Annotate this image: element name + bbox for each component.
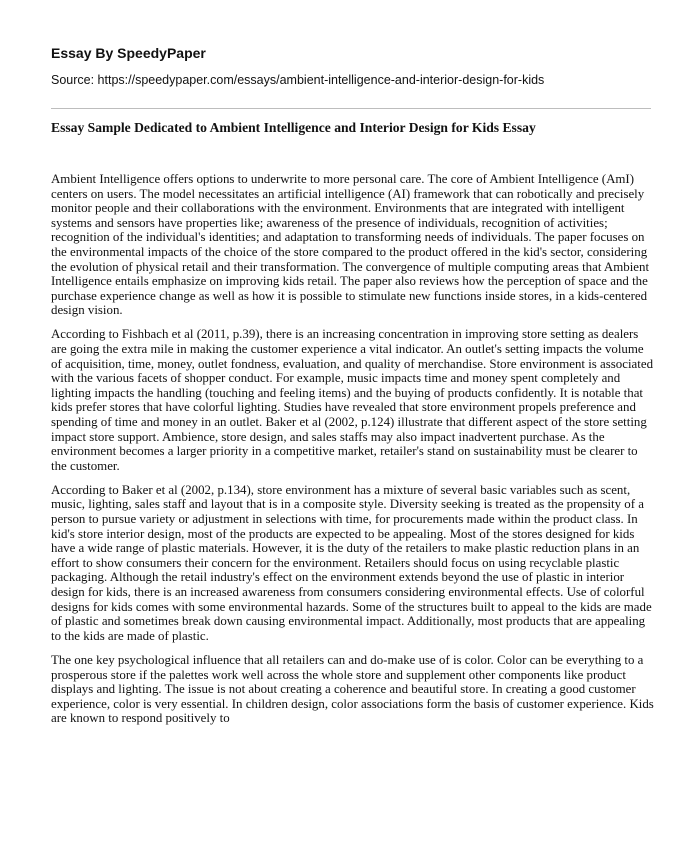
brand-heading: Essay By SpeedyPaper [51,45,206,61]
paragraph: According to Fishbach et al (2011, p.39), there is an increasing concentration in improving store setting as dealers are going the extra mile in making the customer experience a vital indicator. An outlet's setting impacts the volume of acquisition, time, money, outlet fondness, evaluation, and quality of merchandise. Store environment is associated with the various facets of shopper conduct. For example, music impacts time and money spent completely and lighting impacts the handling (touching and feeling items) and the buying of products confidently. It is notable that kids prefer stores that have colorful lighting. Studies have revealed that store environment propels preference and spending of time and money in an outlet. Baker et al (2002, p.124) illustrate that different aspect of the store setting impact store support. Ambience, store design, and sales staffs may also impact inadvertent purchase. As the environment becomes a larger priority in a competitive market, retailer's stand on sustainability must be clearer to the customer. [51,327,654,473]
essay-body [51,172,656,735]
divider [51,108,651,109]
source-line: Source: https://speedypaper.com/essays/ambient-intelligence-and-interior-design-for-kids [51,73,545,87]
paragraph: According to Baker et al (2002, p.134), store environment has a mixture of several basic variables such as scent, music, lighting, sales staff and layout that is in a composite style. Diversity seeking is treated as the propensity of a person to pursue variety or adjustment in selections with time, for procurements made within the product class. In kid's store interior design, most of the products are expected to be appealing. Most of the stores designed for kids have a wide range of plastic materials. However, it is the duty of the retailers to make plastic reduction plans in an effort to show consumers their concern for the environment. Retailers should focus on using recyclable plastic packaging. Although the retail industry's effect on the environment extends beyond the use of plastic in interior design for kids, there is an increased awareness from consumers considering environmental effects. Use of colorful designs for kids comes with some environmental hazards. Some of the structures built to appeal to the kids are made of plastic and sometimes break down causing environmental impact. Additionally, most products that are appealing to the kids are made of plastic. [51,482,652,643]
paragraph: The one key psychological influence that all retailers can and do-make use of is color. Color can be everything to a prosperous store if the palettes work well across the whole store and supplement other components like product displays and lighting. The issue is not about creating a coherence and beautiful store. In creating a good customer experience, color is very essential. In children design, color associations form the basis of customer experience. Kids are known to respond positively to [51,652,654,726]
essay-title: Essay Sample Dedicated to Ambient Intelligence and Interior Design for Kids Essay [51,120,536,135]
paragraph: Ambient Intelligence offers options to underwrite to more personal care. The core of Ambient Intelligence (AmI) centers on users. The model necessitates an artificial intelligence (AI) framework that can robotically and precisely monitor people and their collaborations with the environment. Environments that are integrated with intelligent systems and sensors have properties like; awareness of the presence of individuals, recognition of activities; recognition of the individual's identities; and adaptation to transforming needs of individuals. The paper focuses on the environmental impacts of the choice of the store compared to the product offered in the kid's sector, considering the evolution of physical retail and their transformation. The convergence of multiple computing areas that Ambient Intelligence entails emphasize on improving kids retail. The paper also reviews how the perception of space and the purchase experience change as well as how it is possible to stimulate new functions inside stores, in a kids-centered design vision. [51,172,650,318]
